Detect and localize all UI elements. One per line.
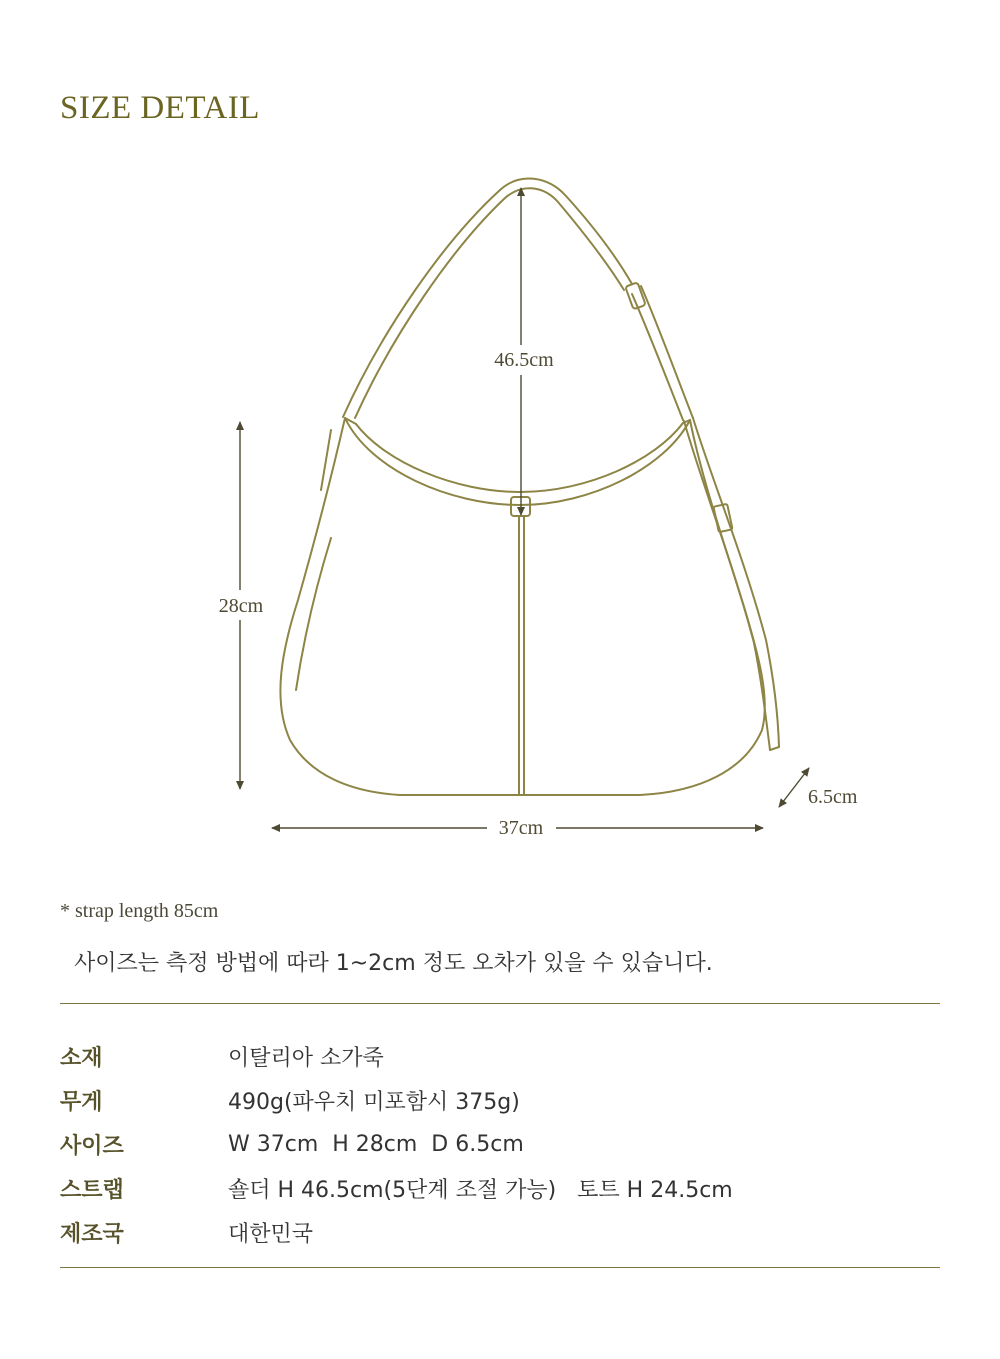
body-left-fold: [296, 430, 331, 690]
size-tolerance-notice: 사이즈는 측정 방법에 따라 1~2cm 정도 오차가 있을 수 있습니다.: [74, 951, 713, 976]
spec-value: W 37cm H 28cm D 6.5cm: [228, 1131, 524, 1157]
spec-key: 제조국: [60, 1221, 124, 1247]
body-outline: [280, 418, 764, 795]
strap-tail-inner: [684, 421, 770, 750]
divider-bottom: [60, 1267, 940, 1268]
strap-tail-end: [770, 747, 779, 750]
spec-row-size: [60, 1122, 940, 1166]
width-label: 37cm: [498, 817, 544, 839]
spec-row-strap: [60, 1166, 940, 1210]
height-label: 28cm: [218, 595, 264, 617]
page-title: SIZE DETAIL: [60, 90, 260, 126]
spec-value: 이탈리아 소가죽: [228, 1045, 384, 1071]
strap-right-inner: [632, 294, 683, 420]
spec-row-weight: [60, 1078, 940, 1122]
buckle: [625, 282, 645, 309]
spec-row-material: [60, 1034, 940, 1078]
spec-table: [60, 1034, 940, 1254]
spec-key: 스트랩: [60, 1177, 124, 1203]
spec-value: 숄더 H 46.5cm(5단계 조절 가능) 토트 H 24.5cm: [228, 1177, 733, 1203]
divider-top: [60, 1003, 940, 1004]
bag-icon: [280, 179, 779, 795]
strap-length-note: * strap length 85cm: [60, 900, 219, 922]
depth-arrow: [779, 768, 809, 807]
rim-inner: [356, 423, 683, 492]
bag-size-diagram: [0, 150, 1000, 850]
depth-label: 6.5cm: [808, 786, 858, 808]
spec-key: 소재: [60, 1045, 103, 1071]
spec-key: 무게: [60, 1089, 103, 1115]
strap-inner: [355, 188, 624, 418]
strap-drop-label: 46.5cm: [494, 349, 554, 371]
spec-key: 사이즈: [60, 1133, 124, 1159]
rim-band: [345, 418, 690, 424]
spec-value: 대한민국: [228, 1221, 314, 1247]
spec-value: 490g(파우치 미포함시 375g): [228, 1089, 520, 1115]
spec-row-origin: [60, 1210, 940, 1254]
strap-right-outer: [641, 286, 693, 418]
center-seam: [519, 517, 524, 795]
